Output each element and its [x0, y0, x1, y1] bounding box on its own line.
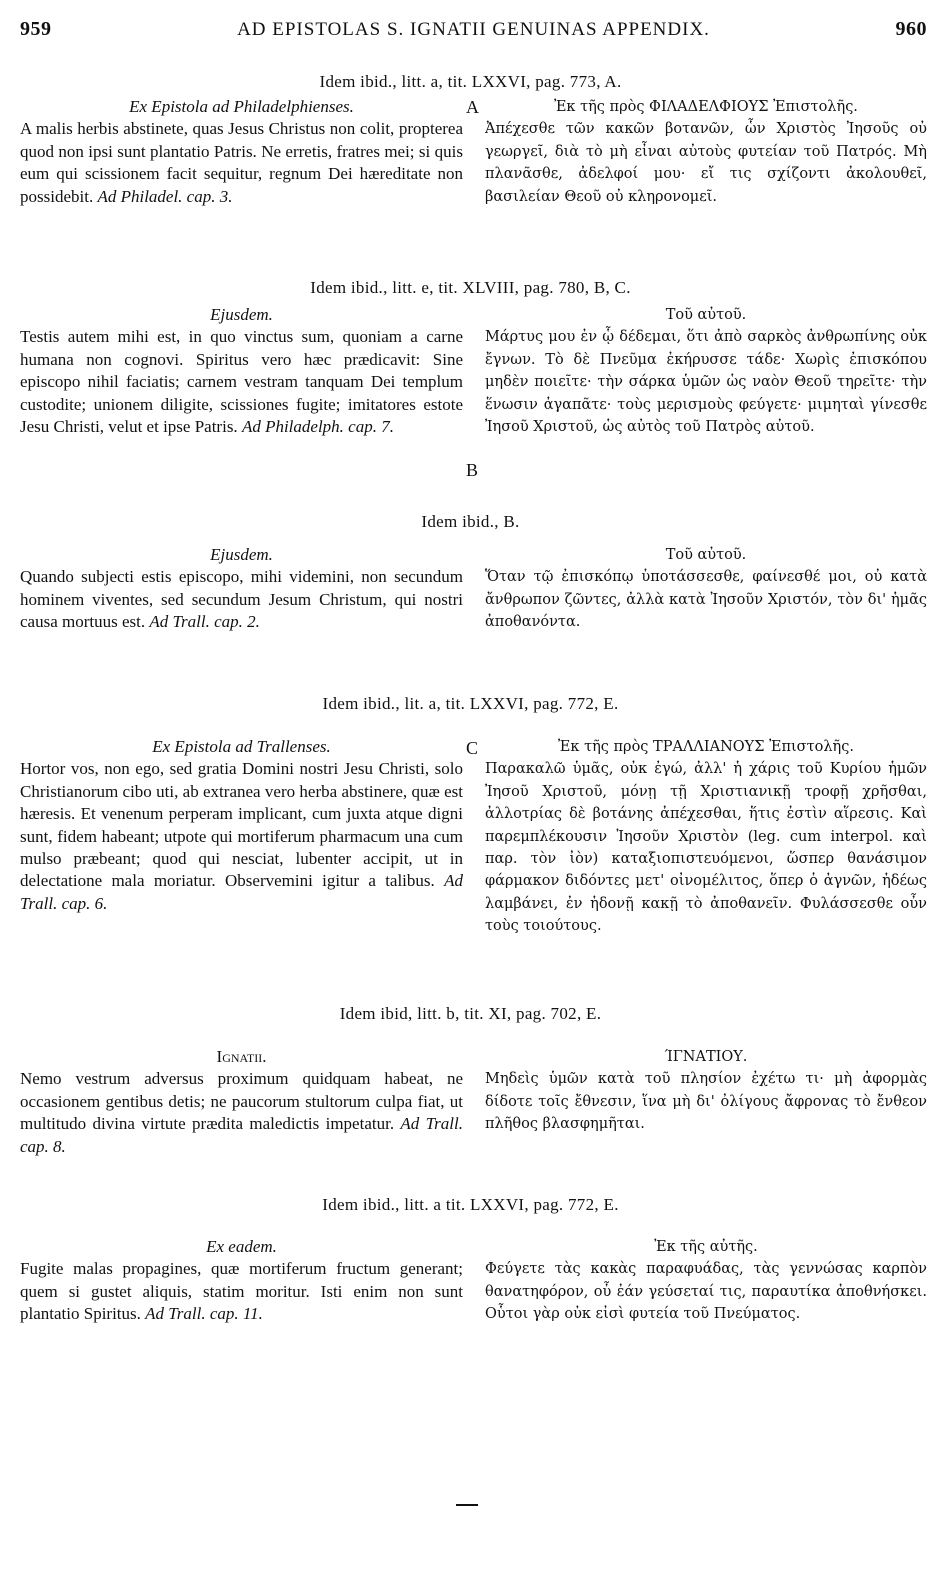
section-1-latin-heading: Ex Epistola ad Philadelphienses. [129, 97, 354, 116]
section-2-latin-heading: Ejusdem. [210, 305, 273, 324]
section-3-greek-heading: Τοῦ αὐτοῦ. [665, 547, 747, 563]
section-6-latin-text: Fugite malas propagines, quæ mortiferum fructum generant; quem si gustet aliquis, statim moritur. Isti enim non sunt plantatio Spiritus. [20, 1259, 463, 1324]
section-4-greek-text: Παρακαλῶ ὑμᾶς, οὐκ ἐγώ, ἀλλ' ἡ χάρις τοῦ Κυρίου ἡμῶν Ἰησοῦ Χριστοῦ, μόνῃ τῇ Χριστιανικῇ τροφῇ χρῆσθαι, ἀλλοτρίας δὲ βοτάνης ἀπέχεσθαι, ἥτις ἐστὶν αἵρεσις. Καὶ παρεμπλέκουσιν Ἰησοῦν Χριστὸν (leg. cum interpol. καὶ παρ. τὸν ἰὸν) καταξιοπιστευόμενοι, ὥσπερ θανάσιμον φάρμακον διδόντες μετ' οἰνομέλιτος, ὅπερ ὁ ἀγνῶν, ἡδέως λαμβάνει, ἐν ἡδονῇ κακῇ τὸ ἀποθανεῖν. Φυλάσσεσθε οὖν τοὺς τοιούτους. [485, 761, 927, 935]
section-5-latin [20, 1046, 463, 1158]
section-6-greek-heading: Ἐκ τῆς αὐτῆς. [654, 1239, 758, 1255]
section-2-latin [20, 304, 463, 438]
section-6-reference: Idem ibid., litt. a tit. LXXVI, pag. 772, E. [322, 1195, 619, 1214]
section-3-latin-heading: Ejusdem. [210, 545, 273, 564]
section-3-greek [485, 544, 927, 634]
section-1-greek-text: Ἀπέχεσθε τῶν κακῶν βοτανῶν, ὧν Χριστὸς Ἰησοῦς οὐ γεωργεῖ, διὰ τὸ μὴ εἶναι αὐτοὺς φυτείαν τοῦ Πατρός. Μὴ πλανᾶσθε, ἀδελφοί μου· εἴ τις σχίζοντι ἀκολουθεῖ, βασιλείαν Θεοῦ οὐ κληρονομεῖ. [485, 121, 927, 205]
section-6-greek-text: Φεύγετε τὰς κακὰς παραφυάδας, τὰς γεννώσας καρπὸν θανατηφόρον, οὗ ἐάν γεύσεταί τις, παραυτίκα ἀποθνήσκει. Οὗτοι γὰρ οὐκ εἰσὶ φυτεία τοῦ Πνεύματος. [485, 1261, 927, 1323]
section-6-greek [485, 1236, 927, 1326]
section-5-greek-text: Μηδεὶς ὑμῶν κατὰ τοῦ πλησίον ἐχέτω τι· μὴ ἀφορμὰς δίδοτε τοῖς ἔθνεσιν, ἵνα μὴ δι' ὀλίγους ἄφρονας τὸ ἔνθεον πλῆθος βλασφημῆται. [485, 1071, 927, 1133]
end-rule [456, 1504, 478, 1506]
running-title: AD EPISTOLAS S. IGNATII GENUINAS APPENDIX. [237, 19, 710, 40]
section-2-greek-text: Μάρτυς μου ἐν ᾧ δέδεμαι, ὅτι ἀπὸ σαρκὸς ἀνθρωπίνης οὐκ ἔγνων. Τὸ δὲ Πνεῦμα ἐκήρυσσε τάδε· Χωρὶς ἐπισκόπου μηδὲν ποιεῖτε· τὴν σάρκα ὑμῶν ὡς ναὸν Θεοῦ τηρεῖτε· τὴν ἕνωσιν ἀγαπᾶτε· τοὺς μερισμοὺς φεύγετε· μιμηταὶ γίνεσθε Ἰησοῦ Χριστοῦ, ὡς αὐτὸς τοῦ Πατρὸς αὐτοῦ. [485, 329, 927, 436]
section-3-greek-text: Ὅταν τῷ ἐπισκόπῳ ὑποτάσσεσθε, φαίνεσθέ μοι, οὐ κατὰ ἄνθρωπον ζῶντες, ἀλλὰ κατὰ Ἰησοῦν Χριστόν, τὸν δι' ἡμᾶς ἀποθανόντα. [485, 569, 927, 631]
section-3-latin-source: Ad Trall. cap. 2. [149, 612, 260, 632]
right-page-number: 960 [895, 18, 927, 40]
section-1-latin-source: Ad Philadel. cap. 3. [97, 186, 233, 206]
section-5-latin-heading: Ignatii. [216, 1047, 267, 1066]
section-2-latin-text: Testis autem mihi est, in quo vinctus sum, quoniam a carne humana non cognovi. Spiritus vero hæc prædicavit: Sine episcopo nihil faciatis; carnem vestram tanquam Dei templum custodite; unionem diligite, scissiones fugite; imitatores estote Jesu Christi, velut et ipse Patris. [20, 327, 463, 437]
section-3-latin-text: Quando subjecti estis episcopo, mihi videmini, non secundum hominem viventes, sed secundum Jesum Christum, qui nostri causa mortuus est. [20, 567, 463, 632]
section-4-greek-heading: Ἐκ τῆς πρὸς ΤΡΑΛΛΙΑΝΟΥΣ Ἐπιστολῆς. [558, 739, 854, 755]
section-1-greek-heading: Ἐκ τῆς πρὸς ΦΙΛΑΔΕΛΦΙΟΥΣ Ἐπιστολῆς. [554, 99, 858, 115]
section-2-reference: Idem ibid., litt. e, tit. XLVIII, pag. 780, B, C. [310, 278, 631, 297]
section-5-latin-text: Nemo vestrum adversus proximum quidquam habeat, ne occasionem gentibus detis; ne paucorum stultorum culpa fiat, ut multitudo divina virtute prædita maledictis impetatur. [20, 1069, 463, 1134]
section-4-latin-heading: Ex Epistola ad Trallenses. [152, 737, 331, 756]
section-1-reference: Idem ibid., litt. a, tit. LXXVI, pag. 773, A. [319, 72, 622, 91]
section-1-latin [20, 96, 463, 208]
section-5-latin-source: Ad Trall. cap. 8. [20, 1114, 463, 1156]
section-6-latin-heading: Ex eadem. [206, 1237, 277, 1256]
section-5-reference: Idem ibid, litt. b, tit. XI, pag. 702, E. [339, 1004, 602, 1023]
section-4-latin-text: Hortor vos, non ego, sed gratia Domini nostri Jesu Christi, solo Christianorum cibo uti, ab extranea vero herba abstinere, quæ est hæresis. Et venenum perperam implicant, cum juxta atque digni sunt, fidem habeant; utpote qui mortiferum pharmacum una cum mulso præbeant; quod qui nesciat, lubenter accipit, ut in delectatione mala moriatur. Observemini igitur a talibus. [20, 759, 463, 891]
section-2-latin-source: Ad Philadelph. cap. 7. [241, 417, 394, 437]
section-3-reference: Idem ibid., B. [421, 512, 520, 531]
section-1-margin-letter: A [466, 97, 479, 117]
section-4-latin-source: Ad Trall. cap. 6. [20, 871, 463, 913]
section-5-greek [485, 1046, 927, 1136]
section-1-latin-text: A malis herbis abstinete, quas Jesus Christus non colit, propterea quod non ipsi sunt plantatio Patris. Ne erretis, fratres mei; si quis eum qui scissionem facit sequitur, regnum Dei hæreditate non possidebit. [20, 119, 463, 206]
section-3-latin [20, 544, 463, 634]
section-4-greek [485, 736, 927, 938]
section-2-greek [485, 304, 927, 438]
section-4-margin-letter: C [466, 738, 479, 758]
section-5-greek-heading: ΊΓΝΑΤΙΟΥ. [664, 1049, 748, 1065]
section-6-latin [20, 1236, 463, 1326]
left-page-number: 959 [20, 18, 52, 40]
section-4-latin [20, 736, 463, 915]
section-2-greek-heading: Τοῦ αὐτοῦ. [665, 307, 747, 323]
section-2-margin-letter: B [466, 460, 479, 480]
section-1-greek [485, 96, 927, 208]
section-6-latin-source: Ad Trall. cap. 11. [145, 1304, 263, 1324]
section-4-reference: Idem ibid., lit. a, tit. LXXVI, pag. 772, E. [322, 694, 619, 713]
page-header [20, 18, 927, 48]
